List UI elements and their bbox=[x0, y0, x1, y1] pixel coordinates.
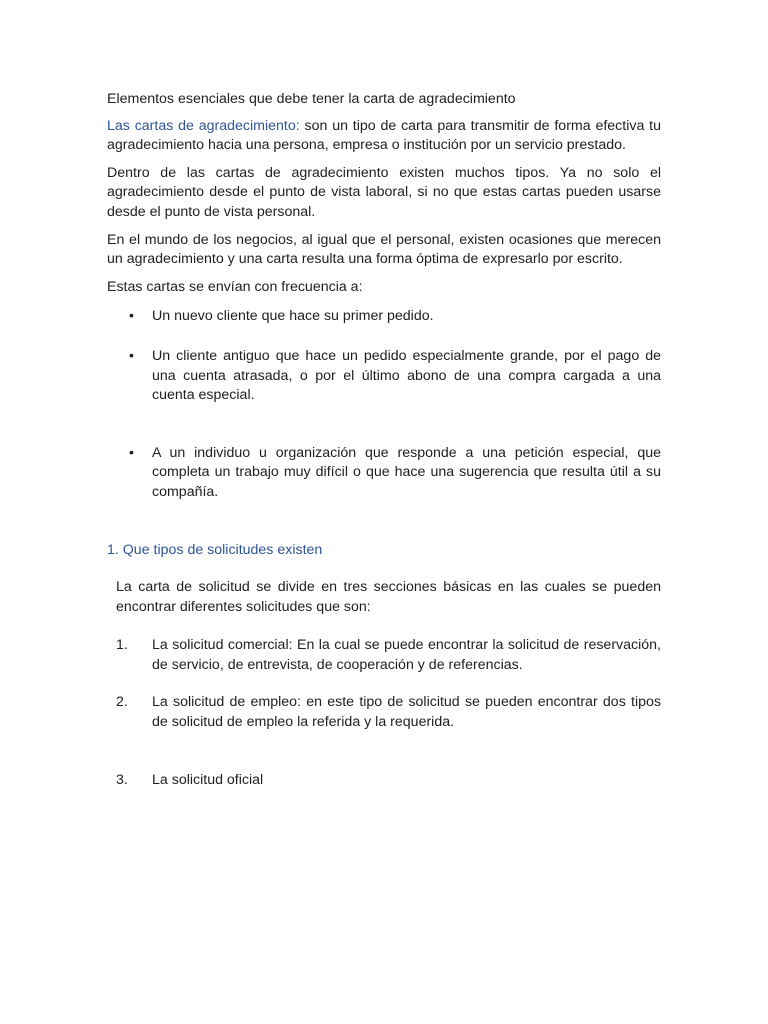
document-page bbox=[107, 90, 661, 790]
list-item-text: Un nuevo cliente que hace su primer pedido. bbox=[152, 308, 434, 325]
list-item-text: A un individuo u organización que responde a una petición especial, que completa un trabajo muy difícil o que hace una sugerencia que resulta útil a su compañía. bbox=[152, 444, 661, 500]
request-types-list bbox=[107, 636, 661, 790]
intro-link[interactable]: Las cartas de agradecimiento: bbox=[107, 117, 300, 134]
list-item bbox=[107, 444, 661, 503]
intro-paragraph bbox=[107, 117, 661, 156]
bullet-icon: • bbox=[129, 308, 134, 325]
section-heading: 1. Que tipos de solicitudes existen bbox=[107, 541, 323, 558]
intro-text: son un tipo de carta para transmitir de forma efectiva tu agradecimiento hacia una persona, empresa o institución por un servicio prestado. bbox=[107, 117, 661, 154]
list-item-text: La solicitud de empleo: en este tipo de solicitud se pueden encontrar dos tipos de solicitud de empleo la referida y la requerida. bbox=[152, 694, 661, 731]
list-number: 1. bbox=[116, 637, 128, 654]
list-item bbox=[107, 693, 661, 732]
list-item bbox=[107, 771, 661, 791]
bullet-icon: • bbox=[129, 347, 134, 364]
paragraph-types: Dentro de las cartas de agradecimiento existen muchos tipos. Ya no solo el agradecimiento desde el punto de vista laboral, si no que estas cartas pueden usarse desde el punto de vista personal. bbox=[107, 164, 661, 220]
list-item bbox=[107, 347, 661, 406]
paragraph-business: En el mundo de los negocios, al igual que el personal, existen ocasiones que merecen un agradecimiento y una carta resulta una forma óptima de expresarlo por escrito. bbox=[107, 231, 661, 268]
bullet-icon: • bbox=[129, 444, 134, 461]
list-item bbox=[107, 636, 661, 675]
list-item-text: La solicitud comercial: En la cual se puede encontrar la solicitud de reservación, de servicio, de entrevista, de cooperación y de referencias. bbox=[152, 637, 661, 673]
paragraph-frequency: Estas cartas se envían con frecuencia a: bbox=[107, 278, 363, 295]
list-item-text: La solicitud oficial bbox=[152, 771, 264, 788]
list-number: 3. bbox=[116, 771, 128, 788]
list-item-text: Un cliente antiguo que hace un pedido especialmente grande, por el pago de una cuenta atrasada, o por el último abono de una compra cargada a una cuenta especial. bbox=[152, 347, 661, 404]
section-intro: La carta de solicitud se divide en tres secciones básicas en las cuales se pueden encontrar diferentes solicitudes que son: bbox=[116, 579, 661, 615]
recipient-list bbox=[107, 307, 661, 502]
list-item bbox=[107, 307, 661, 327]
document-title: Elementos esenciales que debe tener la carta de agradecimiento bbox=[107, 91, 516, 107]
list-number: 2. bbox=[116, 694, 128, 711]
